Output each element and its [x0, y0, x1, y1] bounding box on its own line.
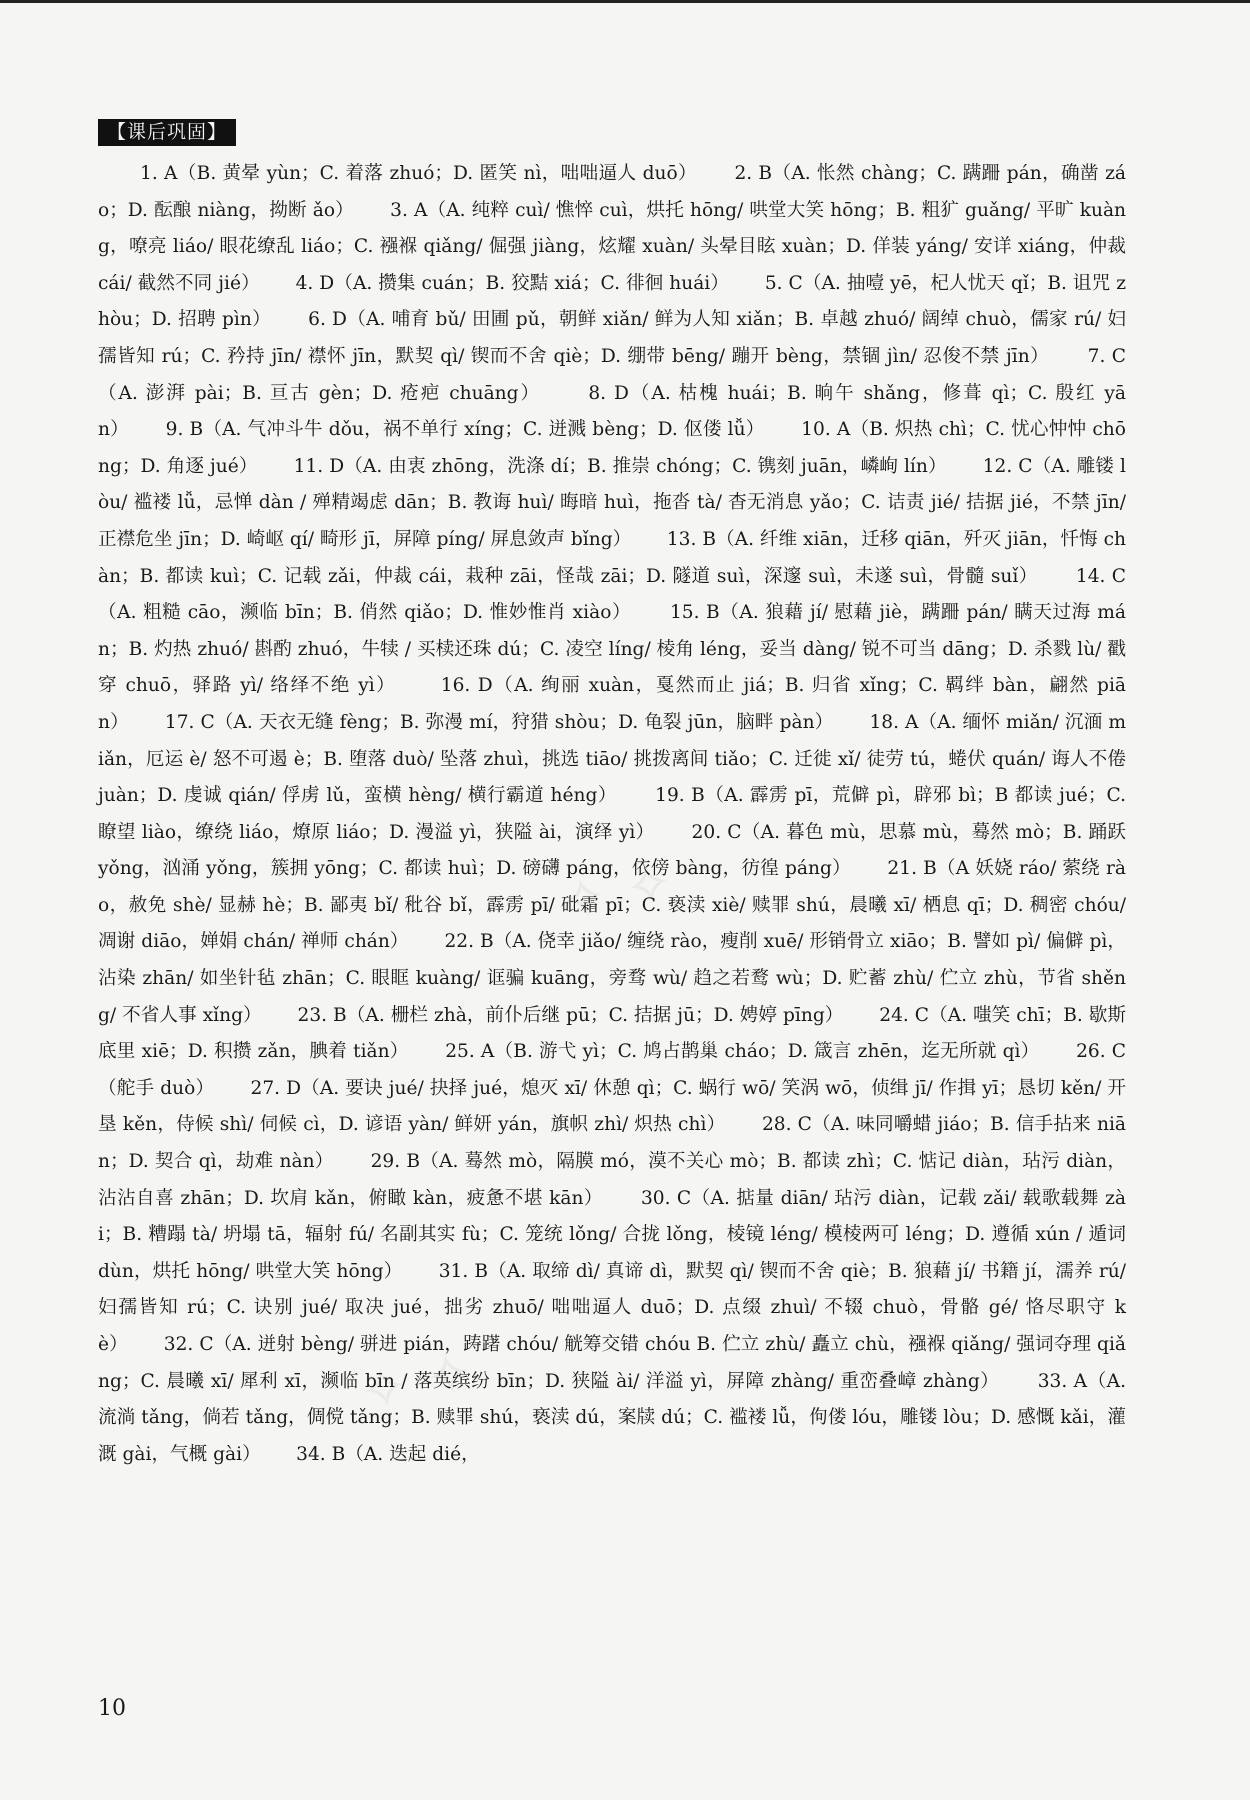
answer-item: 34. B（A. 迭起 dié， — [296, 1443, 480, 1465]
answer-item: 25. A（B. 游弋 yì；C. 鸠占鹊巢 cháo；D. 箴言 zhēn，迄无所就 qì） — [445, 1041, 1040, 1063]
answer-item: 19. B（A. 霹雳 pī，荒僻 pì，辟邪 bì；B 都读 jué；C. 瞭望 liào，缭绕 liáo，燎原 liáo；D. 漫溢 yì，狭隘 ài，演绎 yì） — [98, 785, 1126, 843]
answer-item: 9. B（A. 气冲斗牛 dǒu，祸不单行 xíng；C. 迸溅 bèng；D. 伛偻 lǚ） — [165, 419, 765, 441]
answer-item: 15. B（A. 狼藉 jí/ 慰藉 jiè，蹒跚 pán/ 瞒天过海 mán；B. 灼热 zhuó/ 斟酌 zhuó，牛犊 / 买椟还珠 dú；C. 凌空 líng/ 棱角 léng，妥当 dàng/ 锐不可当 dāng；D. 杀戮 lù/ 戳穿 chuō，驿路 yì/ 络绎不绝 yì） — [98, 602, 1126, 697]
answer-item: 11. D（A. 由衷 zhōng，洗涤 dí；B. 推崇 chóng；C. 镌刻 juān，嶙峋 lín） — [293, 455, 947, 477]
answer-item: 32. C（A. 迸射 bèng/ 骈进 pián，踌躇 chóu/ 觥筹交错 chóu B. 伫立 zhù/ 矗立 chù，襁褓 qiǎng/ 强词夺理 qiǎng；C. 晨曦 xī/ 犀利 xī，濒临 bīn / 落英缤纷 bīn；D. 狭隘 ài/ 洋溢 yì，屏障 zhàng/ 重峦叠嶂 zhàng） — [98, 1334, 1126, 1392]
answer-item: 33. A（A. 流淌 tǎng，倘若 tǎng，倜傥 tǎng；B. 赎罪 shú，亵渎 dú，案牍 dú；C. 褴褛 lǚ，佝偻 lóu，雕镂 lòu；D. 感慨 kǎi，灌溉 gài，气概 gài） — [98, 1370, 1126, 1465]
answer-item: 14. C（A. 粗糙 cāo，濒临 bīn；B. 俏然 qiǎo；D. 惟妙惟肖 xiào） — [98, 565, 1126, 624]
answer-item: 13. B（A. 纤维 xiān，迁移 qiān，歼灭 jiān，忏悔 chàn；B. 都读 kuì；C. 记载 zǎi，仲裁 cái，栽种 zāi，怪哉 zāi；D. 隧道 suì，深邃 suì，未遂 suì，骨髓 suǐ） — [98, 528, 1126, 587]
answer-item: 28. C（A. 味同嚼蜡 jiáo；B. 信手拈来 niān；D. 契合 qì，劫难 nàn） — [98, 1114, 1127, 1173]
watermark-mark: ✧ ✧ — [554, 848, 679, 937]
answer-item: 12. C（A. 雕镂 lòu/ 褴褛 lǚ，忌惮 dàn / 殚精竭虑 dān；B. 教诲 huì/ 晦暗 huì，拖沓 tà/ 杳无消息 yǎo；C. 诘责 jié/ 拮据 jié，不禁 jīn/ 正襟危坐 jīn；D. 崎岖 qí/ 畸形 jī，屏障 píng/ 屏息敛声 bǐng） — [98, 455, 1126, 550]
answer-item: 10. A（B. 炽热 chì；C. 忧心忡忡 chōng；D. 角逐 jué） — [98, 419, 1126, 477]
watermark-mark: ✧ ✧ — [354, 1338, 479, 1427]
answer-item: 4. D（A. 攒集 cuán；B. 狡黠 xiá；C. 徘徊 huái） — [295, 272, 729, 294]
answer-item: 3. A（A. 纯粹 cuì/ 憔悴 cuì，烘托 hōng/ 哄堂大笑 hōng；B. 粗犷 guǎng/ 平旷 kuàng，嘹亮 liáo/ 眼花缭乱 liáo；C. 襁褓 qiǎng/ 倔强 jiàng，炫耀 xuàn/ 头晕目眩 xuàn；D. 佯装 yáng/ 安详 xiáng，仲裁 cái/ 截然不同 jié） — [98, 199, 1127, 294]
answer-item: 27. D（A. 要诀 jué/ 抉择 jué，熄灭 xī/ 休憩 qì；C. 蜗行 wō/ 笑涡 wō，侦缉 jī/ 作揖 yī；恳切 kěn/ 开垦 kěn，侍候 shì/ 伺候 cì，D. 谚语 yàn/ 鲜妍 yán，旗帜 zhì/ 炽热 chì） — [98, 1077, 1126, 1136]
answer-item: 20. C（A. 暮色 mù，思慕 mù，蓦然 mò；B. 踊跃 yǒng，汹涌 yǒng，簇拥 yōng；C. 都读 huì；D. 磅礴 páng，依傍 bàng，彷徨 páng） — [98, 821, 1126, 880]
section-heading: 【课后巩固】 — [98, 119, 236, 146]
answer-item: 31. B（A. 取缔 dì/ 真谛 dì，默契 qì/ 锲而不舍 qiè；B. 狼藉 jí/ 书籍 jí，濡养 rú/ 妇孺皆知 rú；C. 诀别 jué/ 取决 jué，拙劣 zhuō/ 咄咄逼人 duō；D. 点缀 zhuì/ 不辍 chuò，骨骼 gé/ 恪尽职守 kè） — [98, 1260, 1126, 1355]
answer-item: 24. C（A. 嗤笑 chī；B. 歇斯底里 xiē；D. 积攒 zǎn，腆着 tiǎn） — [98, 1004, 1126, 1063]
answer-item: 17. C（A. 天衣无缝 fèng；B. 弥漫 mí，狩猎 shòu；D. 龟裂 jūn，脑畔 pàn） — [164, 711, 834, 733]
answer-key-text — [98, 156, 1126, 1473]
answer-item: 21. B（A 妖娆 ráo/ 萦绕 rào，赦免 shè/ 显赫 hè；B. 鄙夷 bǐ/ 秕谷 bǐ，霹雳 pī/ 砒霜 pī；C. 亵渎 xiè/ 赎罪 shú，晨曦 xī/ 栖息 qī；D. 稠密 chóu/ 凋谢 diāo，婵娟 chán/ 禅师 chán） — [98, 858, 1127, 953]
answer-item: 29. B（A. 蓦然 mò，隔膜 mó，漠不关心 mò；B. 都读 zhì；C. 惦记 diàn，玷污 diàn，沾沾自喜 zhān；D. 坎肩 kǎn，俯瞰 kàn，疲惫不堪 kān） — [98, 1151, 1126, 1209]
answer-item: 2. B（A. 怅然 chàng；C. 蹒跚 pán，确凿 záo；D. 酝酿 niàng，拗断 ǎo） — [98, 163, 1126, 221]
answer-item: 22. B（A. 侥幸 jiǎo/ 缠绕 rào，瘦削 xuē/ 形销骨立 xiāo；B. 譬如 pì/ 偏僻 pì，沾染 zhān/ 如坐针毡 zhān；C. 眼眶 kuàng/ 诓骗 kuāng，旁骛 wù/ 趋之若鹜 wù；D. 贮蓄 zhù/ 伫立 zhù，节省 shěng/ 不省人事 xǐng） — [98, 931, 1127, 1026]
answer-item: 8. D（A. 枯槐 huái；B. 晌午 shǎng，修葺 qì；C. 殷红 yān） — [98, 382, 1126, 441]
answer-item: 16. D（A. 绚丽 xuàn，戛然而止 jiá；B. 归省 xǐng；C. 羁绊 bàn，翩然 piān） — [98, 675, 1126, 733]
answer-item: 6. D（A. 哺育 bǔ/ 田圃 pǔ，朝鲜 xiǎn/ 鲜为人知 xiǎn；B. 卓越 zhuó/ 阔绰 chuò，儒家 rú/ 妇孺皆知 rú；C. 矜持 jīn/ 襟怀 jīn，默契 qì/ 锲而不舍 qiè；D. 绷带 bēng/ 蹦开 bèng，禁锢 jìn/ 忍俊不禁 jīn） — [98, 309, 1126, 367]
answer-item: 1. A（B. 黄晕 yùn；C. 着落 zhuó；D. 匿笑 nì，咄咄逼人 duō） — [140, 163, 697, 184]
top-border-rule — [0, 0, 1250, 3]
answer-item: 23. B（A. 栅栏 zhà，前仆后继 pū；C. 拮据 jū；D. 娉婷 pīng） — [297, 1004, 844, 1026]
answer-item: 18. A（A. 缅怀 miǎn/ 沉湎 miǎn，厄运 è/ 怒不可遏 è；B. 堕落 duò/ 坠落 zhuì，挑选 tiāo/ 挑拨离间 tiǎo；C. 迁徙 xǐ/ 徒劳 tú，蜷伏 quán/ 诲人不倦 juàn；D. 虔诚 qián/ 俘虏 lǔ，蛮横 hèng/ 横行霸道 héng） — [98, 711, 1126, 807]
answer-item: 5. C（A. 抽噎 yē，杞人忧天 qǐ；B. 诅咒 zhòu；D. 招聘 pìn） — [98, 272, 1127, 331]
answer-item: 30. C（A. 掂量 diān/ 玷污 diàn，记载 zǎi/ 载歌载舞 zài；B. 糟蹋 tà/ 坍塌 tā，辐射 fú/ 名副其实 fù；C. 笼统 lǒng/ 合拢 lǒng，棱镜 léng/ 模棱两可 léng；D. 遵循 xún / 遁词 dùn，烘托 hōng/ 哄堂大笑 hōng） — [98, 1187, 1126, 1282]
page-number: 10 — [98, 1696, 126, 1721]
answer-item: 7. C（A. 澎湃 pài；B. 亘古 gèn；D. 疮疤 chuāng） — [98, 345, 1126, 404]
answer-item: 26. C（舵手 duò） — [98, 1041, 1126, 1099]
